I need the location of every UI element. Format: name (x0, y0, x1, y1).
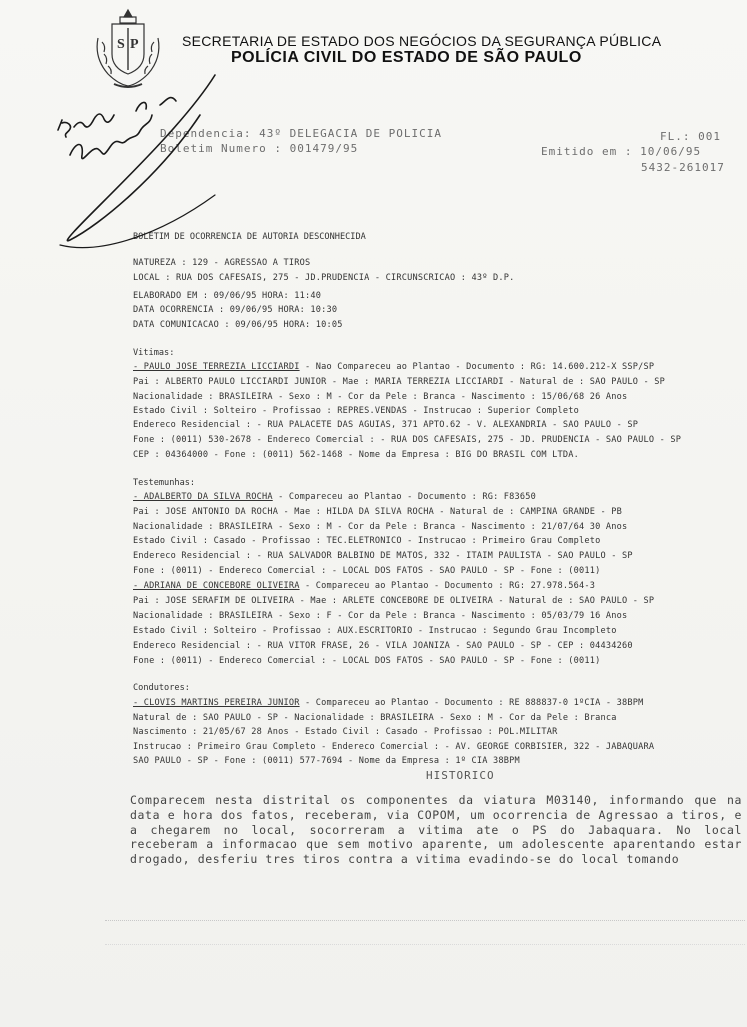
vitima-nacionalidade: Nacionalidade : BRASILEIRA - Sexo : M - Cor da Pele : Branca - Nascimento : 15/06/68 26 Anos (133, 392, 628, 402)
sao-paulo-coat-of-arms-icon (92, 8, 164, 92)
testemunha-1-filiacao: Pai : JOSE ANTONIO DA ROCHA - Mae : HILDA DA SILVA ROCHA - Natural de : CAMPINA GRANDE - PB (133, 507, 623, 517)
testemunha-2-estado-civil: Estado Civil : Solteiro - Profissao : AUX.ESCRITORIO - Instrucao : Segundo Grau Incompleto (133, 626, 617, 636)
condutor-line (133, 698, 644, 708)
historico-text: Comparecem nesta distrital os componentes da viatura M03140, informando que na data e hora dos fatos, receberam, via COPOM, um ocorrencia de Agressao a tiros, e a chegarem no local, socorreram a vitima ate o PS do Jabaquara. No local receberam a informacao que sem motivo aparente, um adolescente aparentando estar drogado, desferiu tres tiros contra a vitima evadindo-se do local tomando (130, 793, 742, 867)
vitima-documento: - Nao Compareceu ao Plantao - Documento : RG: 14.600.212-X SSP/SP (299, 362, 655, 372)
dependencia-line: Dependencia: 43º DELEGACIA DE POLICIA (160, 127, 443, 140)
vitima-endereco: Endereco Residencial : - RUA PALACETE DAS AGUIAS, 371 APTO.62 - V. ALEXANDRIA - SAO PAULO - SP (133, 420, 639, 430)
boletim-number-line: Boletim Numero : 001479/95 (160, 142, 359, 155)
divider-line (105, 920, 745, 921)
testemunhas-heading: Testemunhas: (133, 478, 196, 488)
testemunha-1-endereco: Endereco Residencial : - RUA SALVADOR BALBINO DE MATOS, 332 - ITAIM PAULISTA - SAO PAULO - SP (133, 551, 633, 561)
testemunha-1-line (133, 492, 536, 502)
testemunha-2-fone: Fone : (0011) - Endereco Comercial : - LOCAL DOS FATOS - SAO PAULO - SP - Fone : (0011) (133, 656, 601, 666)
condutores-heading: Condutores: (133, 683, 190, 693)
vitima-cep: CEP : 04364000 - Fone : (0011) 562-1468 - Nome da Empresa : BIG DO BRASIL COM LTDA. (133, 450, 580, 460)
testemunha-1-fone: Fone : (0011) - Endereco Comercial : - LOCAL DOS FATOS - SAO PAULO - SP - Fone : (0011) (133, 566, 601, 576)
condutor-natural: Natural de : SAO PAULO - SP - Nacionalidade : BRASILEIRA - Sexo : M - Cor da Pele : Branca (133, 713, 617, 723)
historico-title: HISTORICO (426, 769, 495, 782)
testemunha-1-estado-civil: Estado Civil : Casado - Profissao : TEC.ELETRONICO - Instrucao : Primeiro Grau Completo (133, 536, 601, 546)
field-natureza: NATUREZA : 129 - AGRESSAO A TIROS (133, 258, 311, 268)
testemunha-1-documento: - Compareceu ao Plantao - Documento : RG: F83650 (272, 492, 537, 502)
condutor-fone: SAO PAULO - SP - Fone : (0011) 577-7694 - Nome da Empresa : 1º CIA 38BPM (133, 756, 520, 766)
field-local: LOCAL : RUA DOS CAFESAIS, 275 - JD.PRUDENCIA - CIRCUNSCRICAO : 43º D.P. (133, 273, 515, 283)
document-code: 5432-261017 (641, 161, 725, 174)
header-policia-civil: POLÍCIA CIVIL DO ESTADO DE SÃO PAULO (231, 49, 582, 66)
condutor-documento: - Compareceu ao Plantao - Documento : RE 888837-0 1ºCIA - 38BPM (299, 698, 644, 708)
testemunha-1-nacionalidade: Nacionalidade : BRASILEIRA - Sexo : M - Cor da Pele : Branca - Nascimento : 21/07/64 30 Anos (133, 522, 628, 532)
vitima-fone: Fone : (0011) 530-2678 - Endereco Comercial : - RUA DOS CAFESAIS, 275 - JD. PRUDENCIA - SAO PAULO - SP (133, 435, 682, 445)
field-data-ocorrencia: DATA OCORRENCIA : 09/06/95 HORA: 10:30 (133, 305, 338, 315)
field-data-comunicacao: DATA COMUNICACAO : 09/06/95 HORA: 10:05 (133, 320, 343, 330)
report-title: BOLETIM DE OCORRENCIA DE AUTORIA DESCONHECIDA (133, 232, 366, 242)
svg-text:S: S (117, 37, 125, 52)
vitima-filiacao: Pai : ALBERTO PAULO LICCIARDI JUNIOR - Mae : MARIA TERREZIA LICCIARDI - Natural de : SAO PAULO - SP (133, 377, 666, 387)
testemunha-2-name: - ADRIANA DE CONCEBORE OLIVEIRA (133, 581, 300, 591)
vitima-line (133, 362, 654, 372)
testemunha-2-documento: - Compareceu ao Plantao - Documento : RG: 27.978.564-3 (299, 581, 596, 591)
header-secretaria: SECRETARIA DE ESTADO DOS NEGÓCIOS DA SEGURANÇA PÚBLICA (182, 33, 662, 49)
divider-line (105, 944, 745, 945)
condutor-nascimento: Nascimento : 21/05/67 28 Anos - Estado Civil : Casado - Profissao : POL.MILITAR (133, 727, 558, 737)
testemunha-2-line (133, 581, 595, 591)
vitima-estado-civil: Estado Civil : Solteiro - Profissao : REPRES.VENDAS - Instrucao : Superior Completo (133, 406, 580, 416)
testemunha-2-filiacao: Pai : JOSE SERAFIM DE OLIVEIRA - Mae : ARLETE CONCEBORE DE OLIVEIRA - Natural de : SAO PAULO - SP (133, 596, 655, 606)
folha-number: FL.: 001 (660, 130, 721, 143)
condutor-instrucao: Instrucao : Primeiro Grau Completo - Endereco Comercial : - AV. GEORGE CORBISIER, 322 - JABAQUARA (133, 742, 655, 752)
testemunha-2-endereco: Endereco Residencial : - RUA VITOR FRASE, 26 - VILA JOANIZA - SAO PAULO - SP - CEP : 04434260 (133, 641, 633, 651)
condutor-name: - CLOVIS MARTINS PEREIRA JUNIOR (133, 698, 300, 708)
testemunha-2-nacionalidade: Nacionalidade : BRASILEIRA - Sexo : F - Cor da Pele : Branca - Nascimento : 05/03/79 16 Anos (133, 611, 628, 621)
testemunha-1-name: - ADALBERTO DA SILVA ROCHA (133, 492, 273, 502)
vitimas-heading: Vitimas: (133, 348, 175, 358)
emitido-date: Emitido em : 10/06/95 (541, 145, 702, 158)
svg-text:P: P (130, 37, 139, 52)
field-elaborado: ELABORADO EM : 09/06/95 HORA: 11:40 (133, 291, 322, 301)
vitima-name: - PAULO JOSE TERREZIA LICCIARDI (133, 362, 300, 372)
